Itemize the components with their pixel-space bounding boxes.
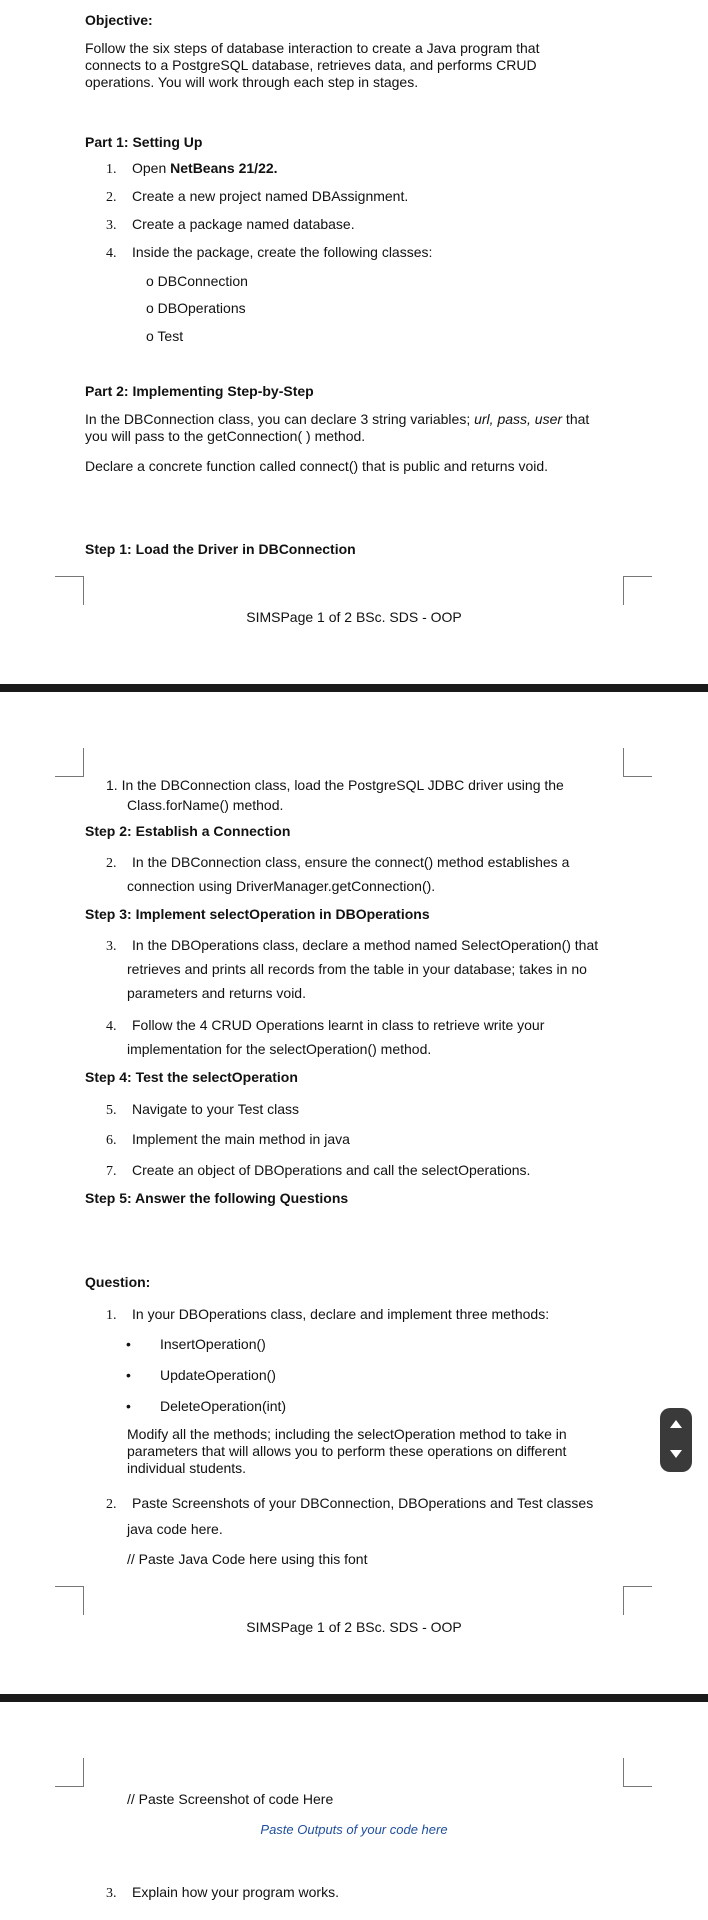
step2-item-2: 2. In the DBConnection class, ensure the connect() method establishes a (106, 854, 570, 871)
step4-item-6: 6. Implement the main method in java (106, 1131, 350, 1148)
page-corner-mark (623, 576, 652, 605)
page-break (0, 684, 708, 692)
question-2: 2. Paste Screenshots of your DBConnection, DBOperations and Test classes (106, 1495, 594, 1512)
step4-item-7: 7. Create an object of DBOperations and call the selectOperations. (106, 1162, 531, 1179)
part1-item-3: 3. Create a package named database. (106, 216, 355, 233)
step2-item-2-cont: connection using DriverManager.getConnection(). (127, 878, 436, 894)
page-footer: SIMSPage 1 of 2 BSc. SDS - OOP (246, 609, 462, 625)
method-bullet: • UpdateOperation() (126, 1367, 276, 1383)
page-corner-mark (55, 1586, 84, 1615)
modify-instructions: Modify all the methods; including the selectOperation method to take in parameters that will allows you to perform these operations on different individual students. (127, 1426, 567, 1476)
question-2-cont: java code here. (127, 1521, 223, 1537)
step3-heading: Step 3: Implement selectOperation in DBOperations (85, 906, 430, 922)
part1-item-4: 4. Inside the package, create the following classes: (106, 244, 433, 261)
step1-heading: Step 1: Load the Driver in DBConnection (85, 541, 356, 557)
page-corner-mark (623, 748, 652, 777)
step1-item-1-cont: Class.forName() method. (127, 797, 284, 813)
step3-item-4: 4. Follow the 4 CRUD Operations learnt in class to retrieve write your (106, 1017, 545, 1034)
class-item: o Test (146, 328, 184, 344)
question-heading: Question: (85, 1274, 151, 1290)
step3-item-3: 3. In the DBOperations class, declare a method named SelectOperation() that (106, 937, 599, 954)
step4-heading: Step 4: Test the selectOperation (85, 1069, 298, 1085)
step2-heading: Step 2: Establish a Connection (85, 823, 291, 839)
question-3: 3. Explain how your program works. (106, 1884, 339, 1901)
step4-item-5: 5. Navigate to your Test class (106, 1101, 300, 1118)
scroll-down-icon[interactable] (670, 1450, 682, 1458)
part1-item-1: 1. Open NetBeans 21/22. (106, 160, 278, 177)
page-corner-mark (623, 1758, 652, 1787)
page-corner-mark (55, 1758, 84, 1787)
step5-heading: Step 5: Answer the following Questions (85, 1190, 349, 1206)
part2-paragraph-1: In the DBConnection class, you can declare 3 string variables; url, pass, user that you will pass to the getConnection( ) method. (85, 411, 590, 444)
page-corner-mark (55, 748, 84, 777)
paste-java-placeholder: // Paste Java Code here using this font (127, 1551, 368, 1567)
page-scroll-widget[interactable] (660, 1408, 692, 1472)
part2-paragraph-2: Declare a concrete function called connect() that is public and returns void. (85, 458, 549, 474)
method-bullet: • InsertOperation() (126, 1336, 266, 1352)
objective-heading: Objective: (85, 12, 153, 28)
paste-outputs-placeholder: Paste Outputs of your code here (260, 1822, 448, 1837)
paste-screenshot-placeholder: // Paste Screenshot of code Here (127, 1791, 334, 1807)
method-bullet: • DeleteOperation(int) (126, 1398, 287, 1414)
step3-item-3-cont: parameters and returns void. (127, 985, 306, 1001)
question-1: 1. In your DBOperations class, declare and implement three methods: (106, 1306, 550, 1323)
class-item: o DBOperations (146, 300, 246, 316)
step1-item-1: 1. In the DBConnection class, load the PostgreSQL JDBC driver using the (106, 777, 564, 793)
part1-heading: Part 1: Setting Up (85, 134, 203, 150)
part2-heading: Part 2: Implementing Step-by-Step (85, 383, 314, 399)
page-break (0, 1694, 708, 1702)
step3-item-4-cont: implementation for the selectOperation() method. (127, 1041, 432, 1057)
step3-item-3-cont: retrieves and prints all records from the table in your database; takes in no (127, 961, 587, 977)
page-footer: SIMSPage 1 of 2 BSc. SDS - OOP (246, 1619, 462, 1635)
class-item: o DBConnection (146, 273, 248, 289)
page-corner-mark (623, 1586, 652, 1615)
page-corner-mark (55, 576, 84, 605)
objective-text: Follow the six steps of database interaction to create a Java program that connects to a PostgreSQL database, retrieves data, and performs CRUD operations. You will work through each step in stages. (85, 40, 540, 90)
part1-item-2: 2. Create a new project named DBAssignment. (106, 188, 409, 205)
scroll-up-icon[interactable] (670, 1420, 682, 1428)
